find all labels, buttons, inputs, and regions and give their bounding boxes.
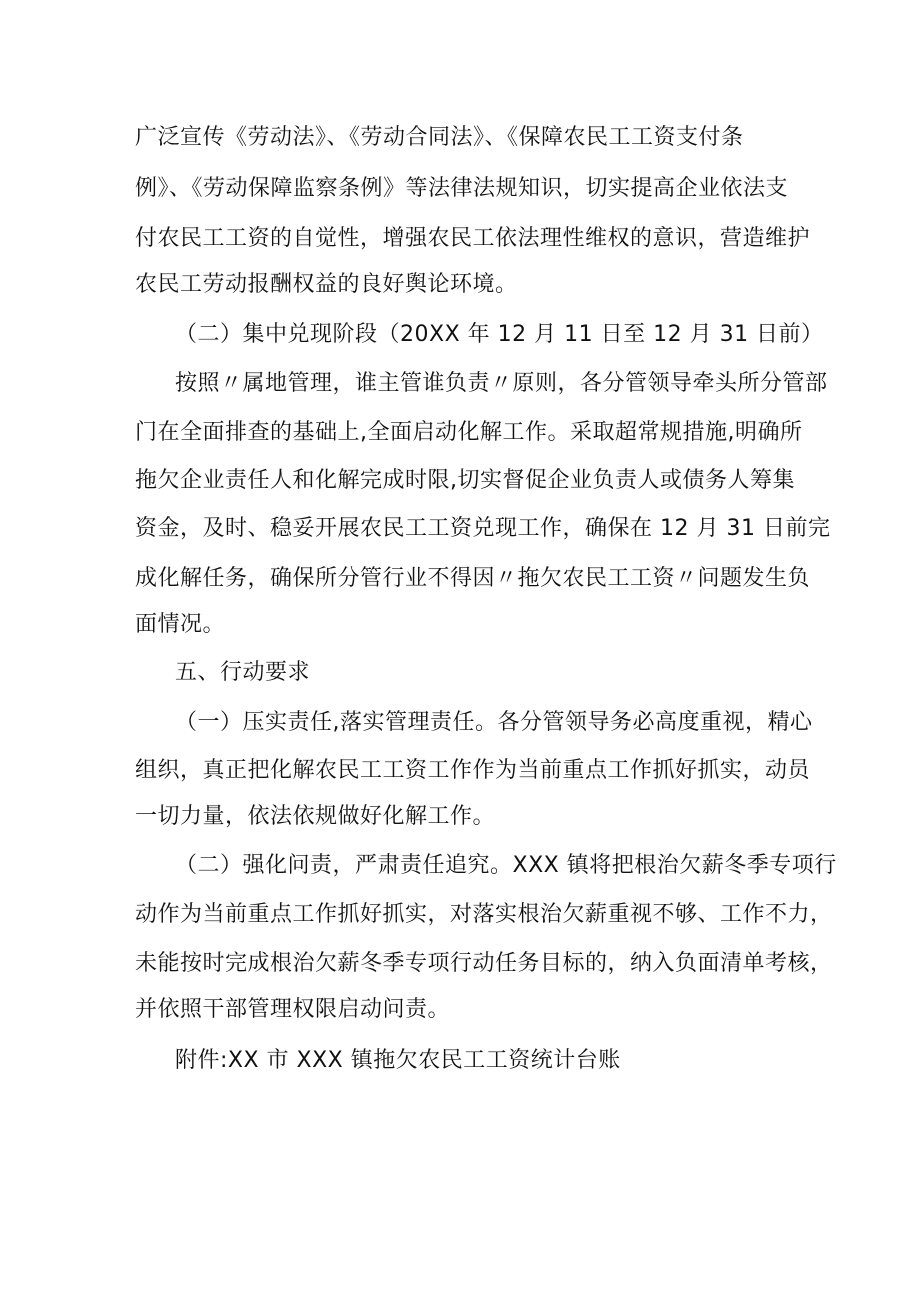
paragraph-line: 资金，及时、稳妥开展农民工工资兑现工作，确保在 12 月 31 日前完 [135, 516, 831, 541]
paragraph-line: （二）强化问责，严肃责任追究。XXX 镇将把根治欠薪冬季专项行 [175, 853, 837, 878]
paragraph-line: 付农民工工资的自觉性，增强农民工依法理性维权的意识，营造维护 [135, 226, 811, 251]
paragraph-line: （一）压实责任,落实管理责任。各分管领导务必高度重视，精心 [175, 710, 813, 735]
paragraph-line: 组织，真正把化解农民工工资工作作为当前重点工作抓好抓实，动员 [135, 758, 811, 783]
section-heading: 五、行动要求 [175, 660, 311, 685]
section-heading: （二）集中兑现阶段（20XX 年 12 月 11 日至 12 月 31 日前） [175, 322, 824, 347]
paragraph-line: 广泛宣传《劳动法》、《劳动合同法》、《保障农民工工资支付条 [135, 125, 744, 150]
paragraph-line: 门在全面排查的基础上,全面启动化解工作。采取超常规措施,明确所 [135, 420, 803, 445]
paragraph-line: 并依照干部管理权限启动问责。 [135, 997, 451, 1022]
paragraph-line: 一切力量，依法依规做好化解工作。 [135, 804, 496, 829]
paragraph-line: 面情况。 [135, 612, 226, 637]
attachment-note: 附件:XX 市 XXX 镇拖欠农民工工资统计台账 [175, 1048, 621, 1073]
paragraph-line: 成化解任务，确保所分管行业不得因〃拖欠农民工工资〃问题发生负 [135, 566, 811, 591]
paragraph-line: 拖欠企业责任人和化解完成时限,切实督促企业负责人或债务人筹集 [135, 468, 795, 493]
paragraph-line: 动作为当前重点工作抓好抓实，对落实根治欠薪重视不够、工作不力， [135, 902, 833, 927]
paragraph-line: 按照〃属地管理，谁主管谁负责〃原则，各分管领导牵头所分管部 [175, 371, 828, 396]
paragraph-line: 未能按时完成根治欠薪冬季专项行动任务目标的，纳入负面清单考核， [135, 951, 833, 976]
paragraph-line: 农民工劳动报酬权益的良好舆论环境。 [135, 272, 518, 297]
paragraph-line: 例》、《劳动保障监察条例》等法律法规知识，切实提高企业依法支 [135, 176, 789, 201]
